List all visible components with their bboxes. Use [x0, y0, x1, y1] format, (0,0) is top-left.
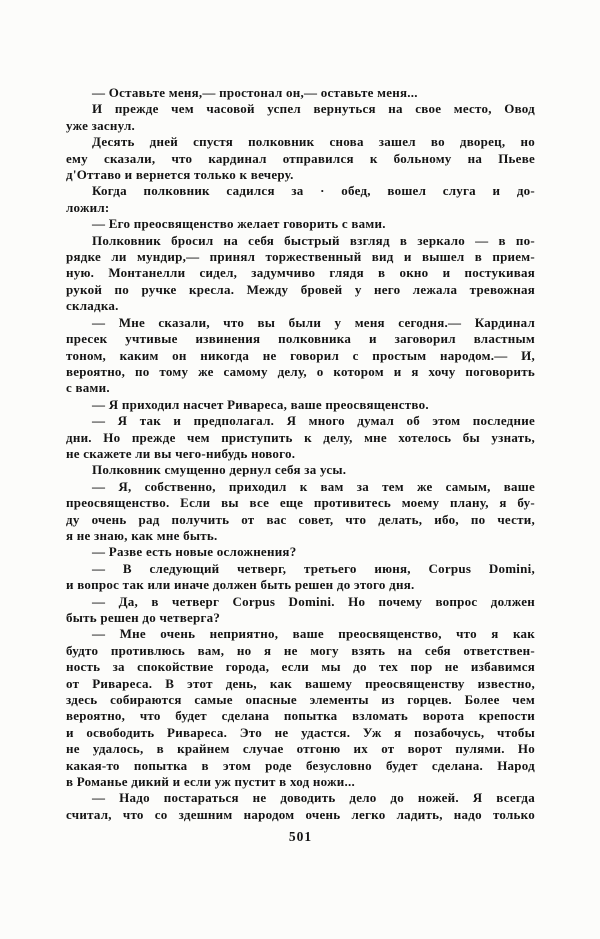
text-line: Полковник смущенно дернул себя за усы. [92, 462, 347, 478]
text-line: Десять дней спустя полковник снова зашел во дворец, но [92, 134, 535, 150]
text-line: считал, что со здешним народом очень легко ладить, надо только [66, 806, 535, 822]
text-line: — Мне очень неприятно, ваше преосвященство, что я как [92, 626, 535, 642]
text-line: И прежде чем часовой успел вернуться на свое место, Овод [92, 101, 535, 117]
text-line: здесь собираются самые опасные элементы из горцев. Более чем [66, 692, 535, 708]
text-line: ду очень рад получить от вас совет, что делать, ибо, по чести, [66, 511, 535, 527]
text-line: — Мне сказали, что вы были у меня сегодня.— Кардинал [92, 314, 535, 330]
text-line: и освободить Ривареса. Это не удастся. Уж я позабочусь, чтобы [66, 724, 535, 740]
text-line: — Я приходил насчет Ривареса, ваше преосвященство. [92, 396, 429, 412]
text-line: рядке ли мундир,— принял торжественный вид и вышел в прием- [66, 249, 535, 265]
text-line: ему сказали, что кардинал отправился к больному на Пьеве [66, 150, 535, 166]
text-line: — Да, в четверг Corpus Domini. Но почему вопрос должен [92, 593, 535, 609]
text-line: дни. Но прежде чем приступить к делу, мне хотелось бы узнать, [66, 429, 535, 445]
text-line: я не знаю, как мне быть. [66, 527, 218, 543]
text-line: рукой по ручке кресла. Между бровей у него лежала тревожная [66, 281, 535, 297]
text-line: — Разве есть новые осложнения? [92, 544, 297, 560]
text-line: преосвященство. Если вы все еще противитесь моему плану, я бу- [66, 495, 535, 511]
text-line: д'Оттаво и вернется только к вечеру. [66, 167, 294, 183]
text-line: — Оставьте меня,— простонал он,— оставьте меня... [92, 85, 418, 100]
page-number: 501 [288, 829, 313, 844]
text-line: — Его преосвященство желает говорить с вами. [92, 216, 386, 232]
text-line: складка. [66, 298, 119, 314]
text-line: какая-то попытка в этом роде безусловно будет сделана. Народ [66, 757, 535, 773]
text-line: и вопрос так или иначе должен быть решен до этого дня. [66, 577, 415, 593]
text-line: с вами. [66, 380, 110, 396]
text-line: быть решен до четверга? [66, 610, 221, 625]
text-line: тоном, каким он никогда не говорил с простым народом.— И, [66, 347, 535, 363]
text-line: — Я, собственно, приходил к вам за тем же самым, ваше [92, 478, 535, 494]
text-line: ную. Монтанелли сидел, задумчиво глядя в окно и постукивая [66, 265, 535, 281]
text-line: ность за спокойствие города, если мы до тех пор не избавимся [66, 659, 535, 675]
text-line: от Ривареса. В этот день, как вашему преосвященству известно, [66, 675, 535, 691]
text-line: пресек учтивые извинения полковника и заговорил властным [66, 331, 535, 347]
text-line: — Я так и предполагал. Я много думал об этом последние [92, 413, 535, 429]
text-line: вероятно, что будет сделана попытка взломать ворота крепости [66, 708, 535, 724]
text-line: уже заснул. [66, 117, 136, 133]
text-line: будто противлюсь вам, но я не могу взять на себя ответствен- [66, 642, 535, 658]
text-line: Полковник бросил на себя быстрый взгляд в зеркало — в по- [92, 232, 535, 248]
text-line: не удалось, в крайнем случае отгоню их от ворот пулями. Но [66, 741, 535, 757]
text-line: вероятно, по тому же самому делу, о котором и я хочу поговорить [66, 363, 535, 379]
text-line: ложил: [66, 199, 110, 215]
text-block [66, 85, 535, 823]
text-line: не скажете ли вы чего-нибудь нового. [66, 445, 296, 461]
text-line: — Надо постараться не доводить дело до ножей. Я всегда [92, 790, 535, 806]
text-line: в Романье дикий и если уж пустит в ход ножи... [66, 774, 355, 790]
text-line: — В следующий четверг, третьего июня, Corpus Domini, [92, 560, 535, 576]
text-line: Когда полковник садился за · обед, вошел слуга и до- [92, 183, 535, 199]
